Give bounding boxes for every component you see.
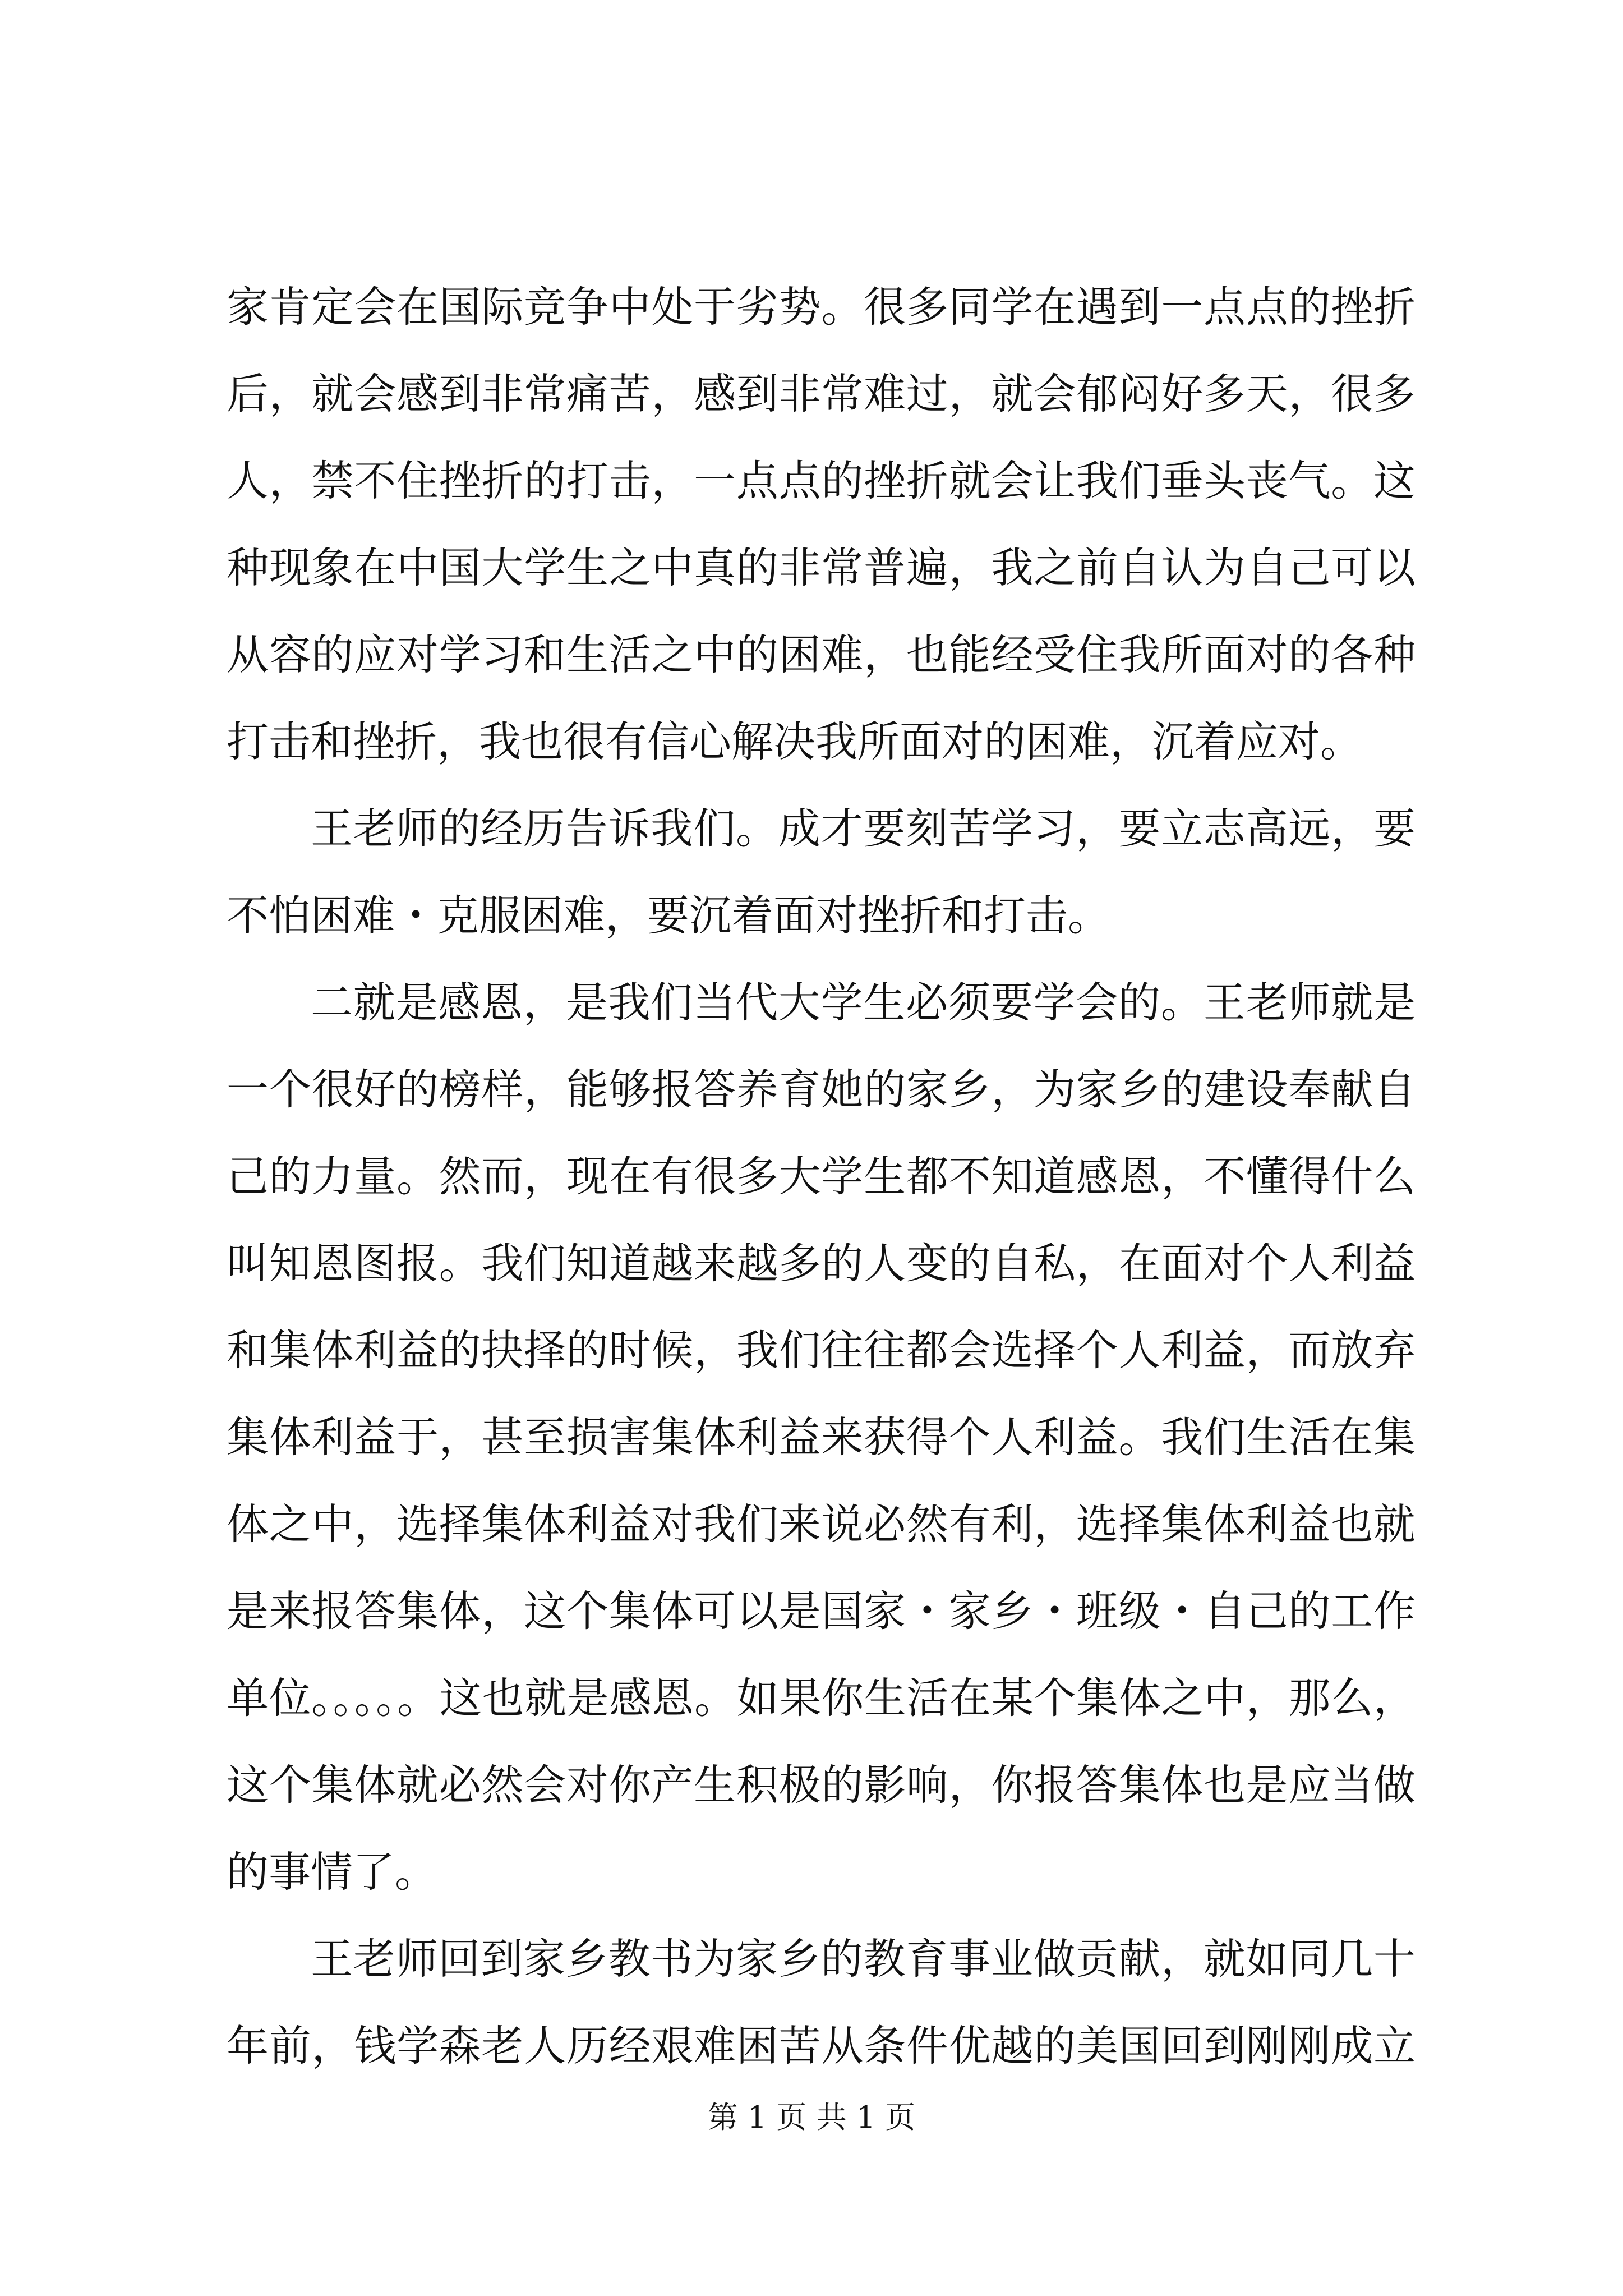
text-line: 体之中，选择集体利益对我们来说必然有利，选择集体利益也就 xyxy=(227,1499,1415,1549)
text-line: 这个集体就必然会对你产生积极的影响，你报答集体也是应当做 xyxy=(227,1760,1415,1810)
text-line: 王老师回到家乡教书为家乡的教育事业做贡献，就如同几十 xyxy=(311,1934,1415,1984)
page-footer: 第 1 页 共 1 页 xyxy=(707,2100,916,2135)
text-line: 人，禁不住挫折的打击，一点点的挫折就会让我们垂头丧气。这 xyxy=(227,456,1415,505)
text-line: 的事情了。 xyxy=(227,1847,437,1897)
text-line: 打击和挫折，我也很有信心解决我所面对的困难，沉着应对。 xyxy=(227,717,1363,766)
text-line: 不怕困难・克服困难，要沉着面对挫折和打击。 xyxy=(227,891,1110,940)
text-line: 种现象在中国大学生之中真的非常普遍，我之前自认为自己可以 xyxy=(227,543,1415,592)
text-line: 年前，钱学森老人历经艰难困苦从条件优越的美国回到刚刚成立 xyxy=(227,2021,1415,2070)
text-line: 集体利益于，甚至损害集体利益来获得个人利益。我们生活在集 xyxy=(227,1412,1415,1462)
text-line: 一个很好的榜样，能够报答养育她的家乡，为家乡的建设奉献自 xyxy=(227,1065,1415,1114)
body-text xyxy=(227,264,1415,2090)
text-line: 是来报答集体，这个集体可以是国家・家乡・班级・自己的工作 xyxy=(227,1586,1415,1636)
text-line: 己的力量。然而，现在有很多大学生都不知道感恩，不懂得什么 xyxy=(227,1152,1415,1201)
text-line: 家肯定会在国际竞争中处于劣势。很多同学在遇到一点点的挫折 xyxy=(227,282,1415,332)
text-line: 王老师的经历告诉我们。成才要刻苦学习，要立志高远，要 xyxy=(311,804,1415,853)
text-line: 单位。。。。。这也就是感恩。如果你生活在某个集体之中，那么， xyxy=(227,1673,1415,1723)
text-line: 二就是感恩，是我们当代大学生必须要学会的。王老师就是 xyxy=(311,978,1415,1027)
text-line: 从容的应对学习和生活之中的困难，也能经受住我所面对的各种 xyxy=(227,630,1415,679)
text-line: 和集体利益的抉择的时候，我们往往都会选择个人利益，而放弃 xyxy=(227,1326,1415,1375)
text-line: 后，就会感到非常痛苦，感到非常难过，就会郁闷好多天，很多 xyxy=(227,369,1415,418)
text-line: 叫知恩图报。我们知道越来越多的人变的自私，在面对个人利益 xyxy=(227,1239,1415,1288)
